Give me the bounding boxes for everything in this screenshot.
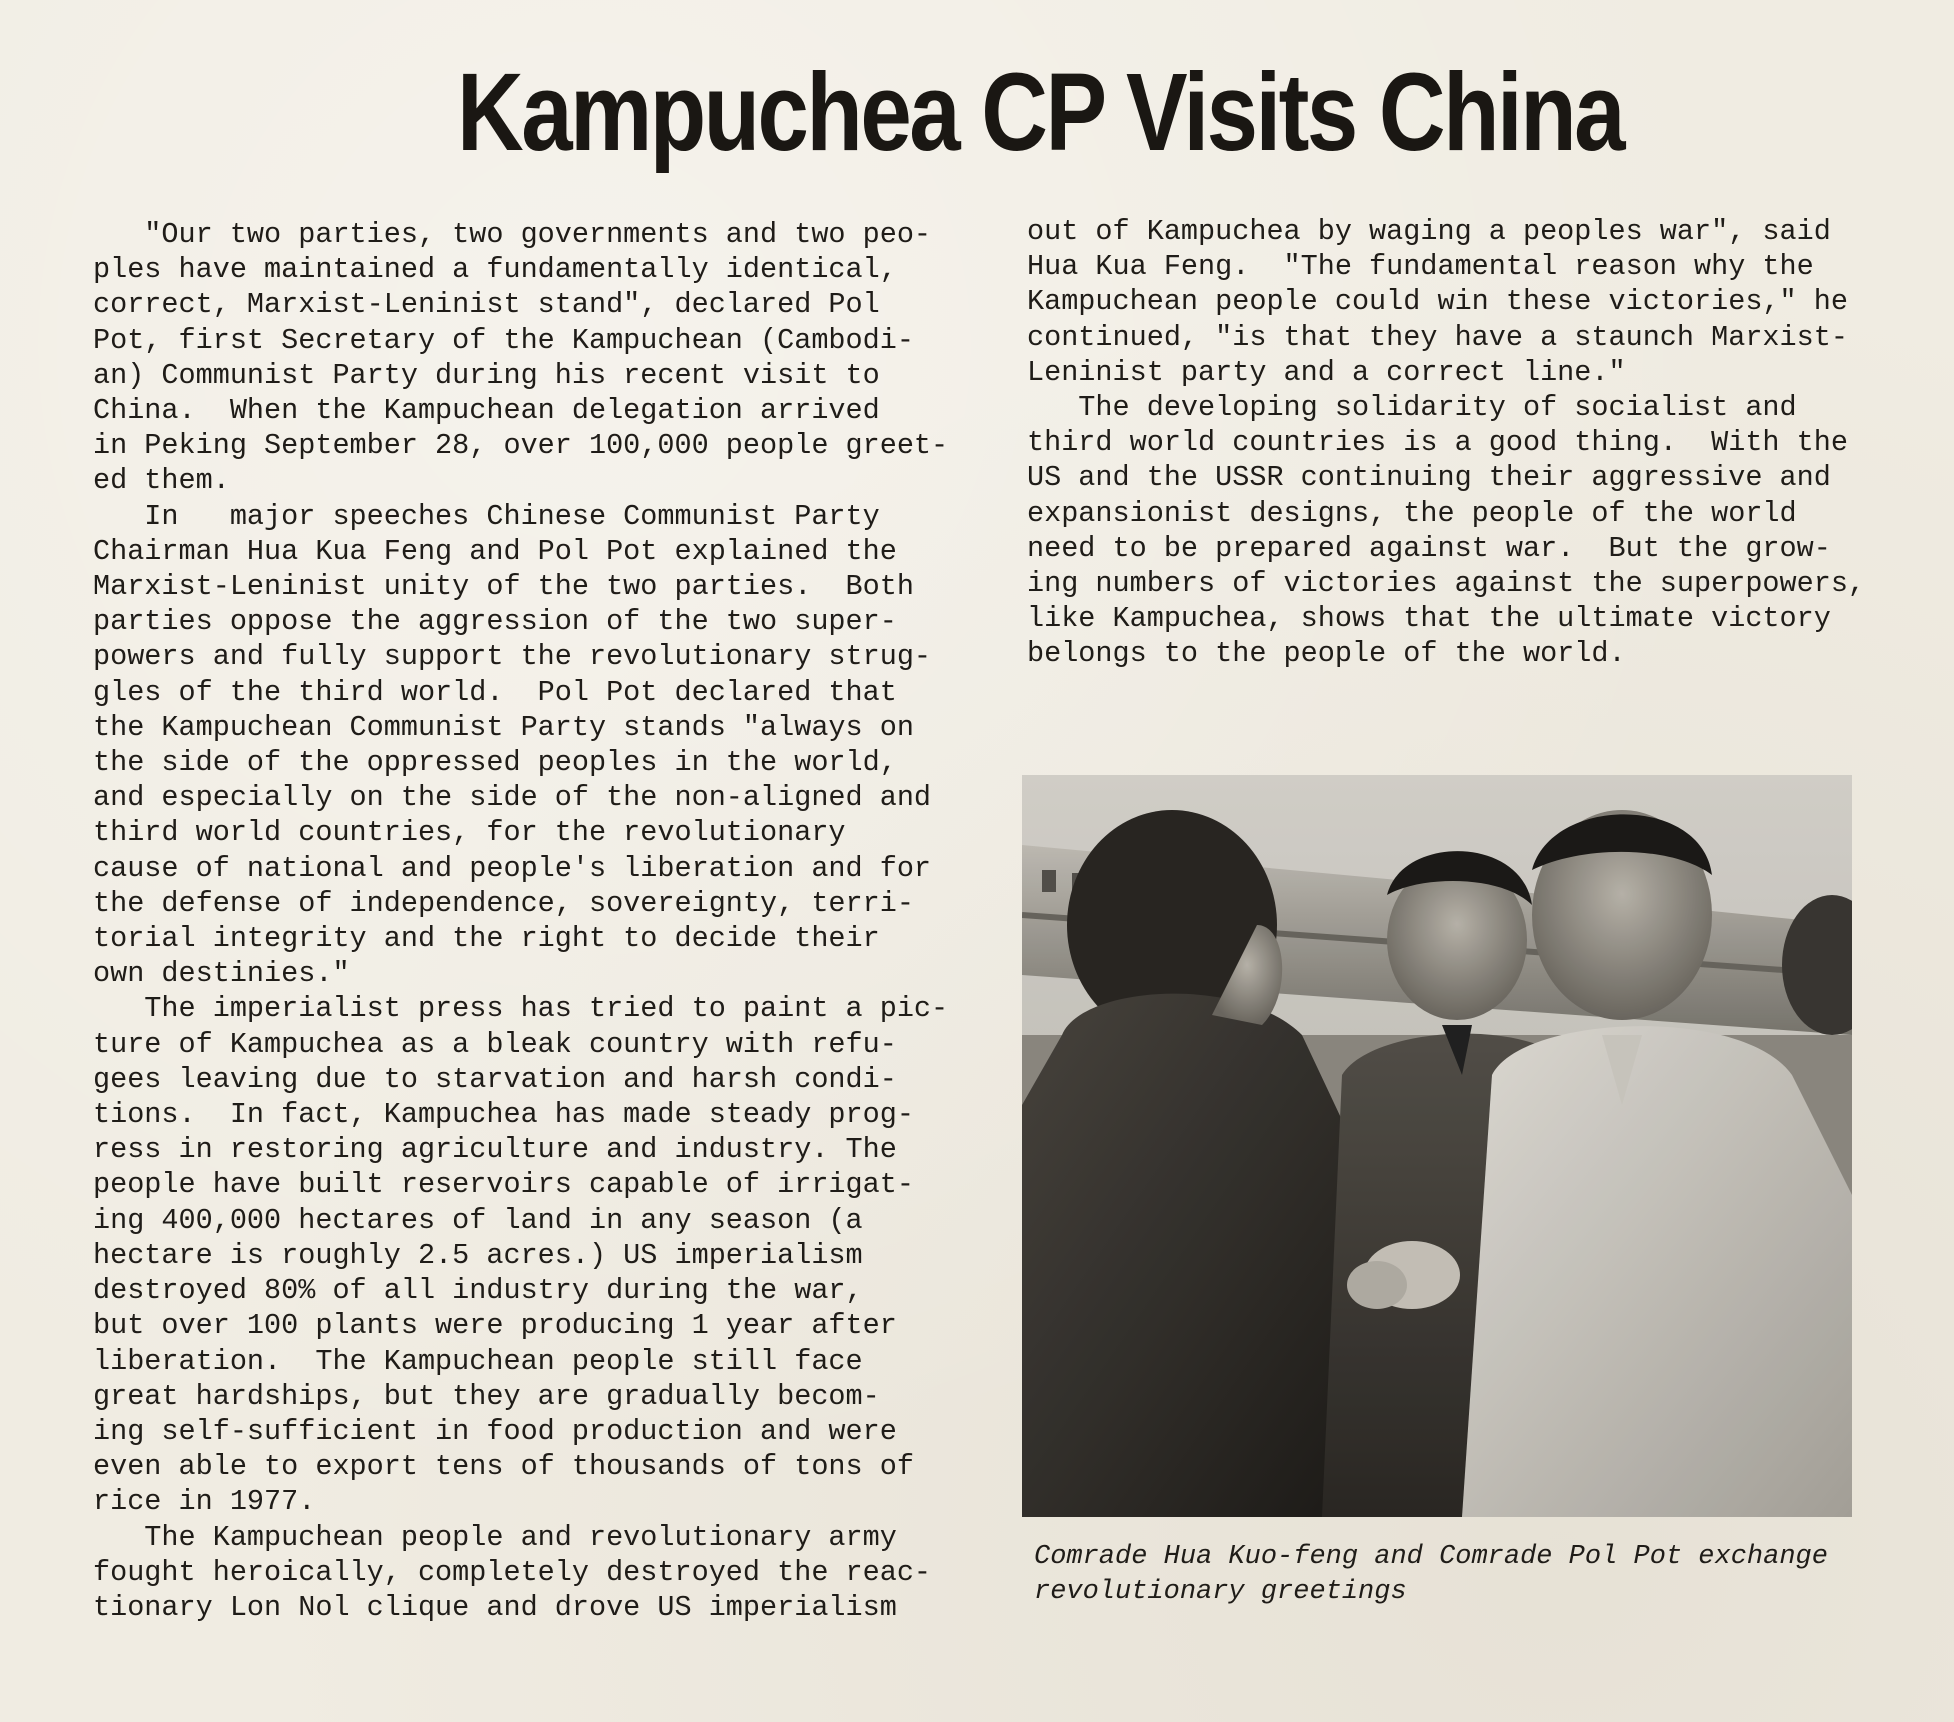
- left-column-line: Chairman Hua Kua Feng and Pol Pot explained the: [93, 534, 897, 568]
- left-column-line: liberation. The Kampuchean people still face: [93, 1344, 863, 1378]
- left-column-line: fought heroically, completely destroyed the reac-: [93, 1555, 932, 1589]
- left-column-line: even able to export tens of thousands of tons of: [93, 1450, 914, 1484]
- left-column-line: gees leaving due to starvation and harsh condi-: [93, 1062, 897, 1096]
- left-column-line: ing self-sufficient in food production and were: [93, 1414, 897, 1448]
- right-column-line: like Kampuchea, shows that the ultimate victory: [1027, 602, 1831, 636]
- left-column-line: ing 400,000 hectares of land in any season (a: [93, 1203, 863, 1237]
- left-column-line: but over 100 plants were producing 1 year after: [93, 1309, 897, 1343]
- left-column-line: gles of the third world. Pol Pot declared that: [93, 675, 897, 709]
- right-column-line: third world countries is a good thing. With the: [1027, 426, 1848, 460]
- left-column-line: The imperialist press has tried to paint a pic-: [93, 992, 949, 1026]
- left-column-line: "Our two parties, two governments and two peo-: [93, 218, 932, 251]
- right-column-line: need to be prepared against war. But the grow-: [1027, 531, 1831, 565]
- left-column-line: ress in restoring agriculture and industry. The: [93, 1133, 897, 1167]
- right-column-line: Kampuchean people could win these victories," he: [1027, 285, 1848, 319]
- left-column-line: tionary Lon Nol clique and drove US imperialism: [93, 1590, 897, 1624]
- left-column-line: and especially on the side of the non-aligned and: [93, 781, 932, 815]
- left-column-line: in Peking September 28, over 100,000 people greet-: [93, 429, 949, 463]
- left-column-line: great hardships, but they are gradually becom-: [93, 1379, 880, 1413]
- left-column-line: people have built reservoirs capable of irrigat-: [93, 1168, 914, 1202]
- left-column-line: powers and fully support the revolutionary strug-: [93, 640, 932, 674]
- left-column-line: China. When the Kampuchean delegation arrived: [93, 394, 880, 428]
- left-column-line: torial integrity and the right to decide their: [93, 922, 880, 956]
- left-column-line: third world countries, for the revolutionary: [93, 816, 846, 850]
- left-column-line: hectare is roughly 2.5 acres.) US imperialism: [93, 1238, 863, 1272]
- article-headline: Kampuchea CP Visits China: [457, 51, 1623, 174]
- left-column-line: tions. In fact, Kampuchea has made steady prog-: [93, 1098, 914, 1132]
- right-column-line: US and the USSR continuing their aggressive and: [1027, 461, 1831, 495]
- right-column-line: Leninist party and a correct line.": [1027, 355, 1626, 389]
- right-column-line: The developing solidarity of socialist and: [1027, 391, 1797, 425]
- caption-line: revolutionary greetings: [1034, 1577, 1407, 1607]
- caption-line: Comrade Hua Kuo-feng and Comrade Pol Pot exchange: [1034, 1542, 1828, 1572]
- right-column-line: continued, "is that they have a staunch Marxist-: [1027, 320, 1848, 354]
- right-column-line: out of Kampuchea by waging a peoples war", said: [1027, 215, 1831, 248]
- left-column-line: In major speeches Chinese Communist Party: [93, 499, 880, 533]
- left-column-text: [93, 217, 993, 1625]
- right-column-line: expansionist designs, the people of the world: [1027, 496, 1797, 530]
- left-column-line: parties oppose the aggression of the two super-: [93, 605, 897, 639]
- left-column-line: rice in 1977.: [93, 1485, 316, 1519]
- right-column-line: Hua Kua Feng. "The fundamental reason why the: [1027, 250, 1814, 284]
- left-column-line: the side of the oppressed peoples in the world,: [93, 746, 897, 780]
- left-column-line: cause of national and people's liberation and for: [93, 851, 932, 885]
- left-column-line: destroyed 80% of all industry during the war,: [93, 1274, 863, 1308]
- left-column-line: ples have maintained a fundamentally identical,: [93, 253, 897, 287]
- right-column-line: ing numbers of victories against the superpowers,: [1027, 567, 1866, 601]
- left-column-line: The Kampuchean people and revolutionary army: [93, 1520, 897, 1554]
- photo-three-men-greeting-icon: [1022, 775, 1852, 1517]
- right-column-text: [1027, 214, 1927, 672]
- left-column-line: the defense of independence, sovereignty, terri-: [93, 886, 914, 920]
- news-photo: [1022, 775, 1852, 1517]
- right-column-line: belongs to the people of the world.: [1027, 637, 1626, 671]
- left-column-line: the Kampuchean Communist Party stands "always on: [93, 710, 914, 744]
- left-column-line: ture of Kampuchea as a bleak country with refu-: [93, 1027, 897, 1061]
- photo-caption: [1034, 1540, 1934, 1610]
- left-column-line: correct, Marxist-Leninist stand", declared Pol: [93, 288, 880, 322]
- left-column-line: Pot, first Secretary of the Kampuchean (Cambodi-: [93, 323, 914, 357]
- left-column-line: own destinies.": [93, 957, 350, 991]
- left-column-line: ed them.: [93, 464, 230, 498]
- left-column-line: Marxist-Leninist unity of the two parties. Both: [93, 570, 914, 604]
- left-column-line: an) Communist Party during his recent visit to: [93, 358, 880, 392]
